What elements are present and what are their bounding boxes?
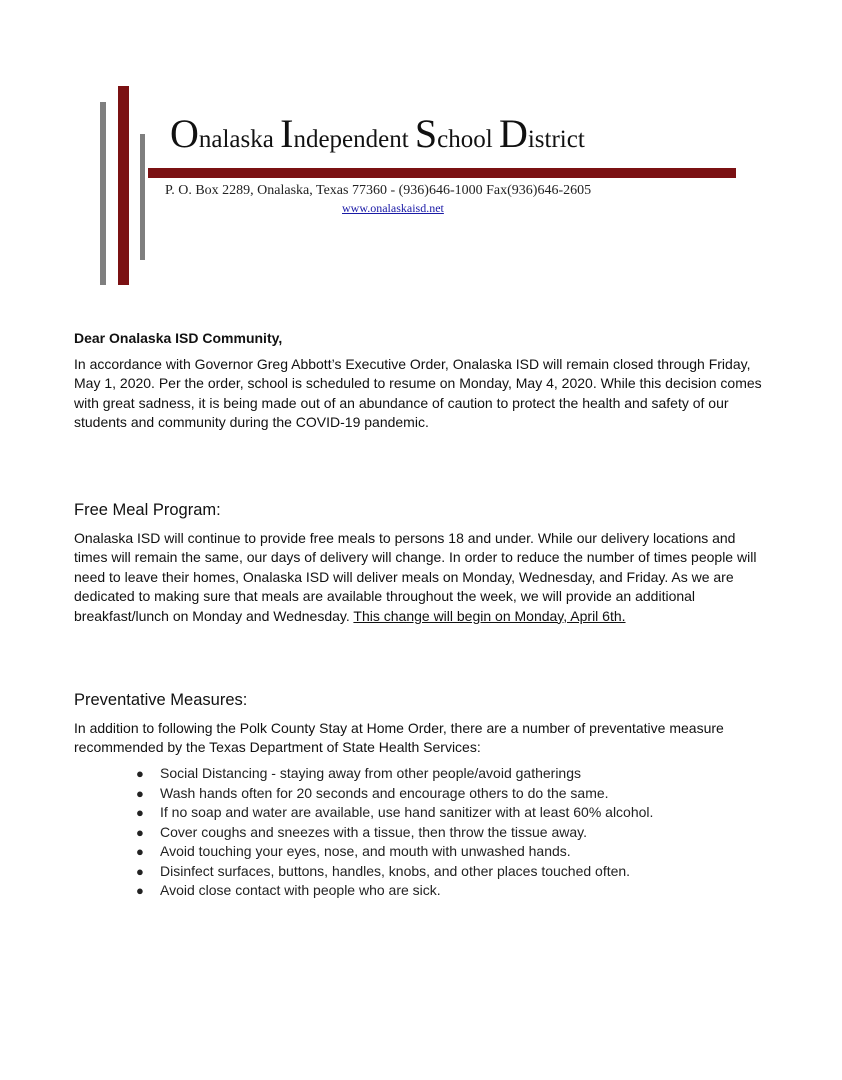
bullet-icon: ●	[136, 844, 144, 859]
meal-program-body: Onalaska ISD will continue to provide free meals to persons 18 and under. While our delivery locations and times will remain the same, our days of delivery will change. In order to reduce the number of times people will need to leave their homes, Onalaska ISD will deliver meals on Monday, Wednesday, and Friday. As we are dedicated to making sure that meals are available throughout the week, we will provide an additional breakfast/lunch on Monday and Wednesday.	[74, 530, 757, 624]
bullet-icon: ●	[136, 805, 144, 820]
letterhead-gray-bar-inner	[140, 134, 145, 260]
meal-program-block	[74, 529, 764, 626]
meal-program-paragraph	[74, 529, 764, 626]
list-item: ● Social Distancing - staying away from other people/avoid gatherings	[136, 764, 653, 784]
preventative-measures-list	[136, 764, 653, 901]
list-item: ● Disinfect surfaces, buttons, handles, knobs, and other places touched often.	[136, 862, 653, 882]
letter-greeting: Dear Onalaska ISD Community,	[74, 330, 283, 346]
meal-program-start-date: This change will begin on Monday, April 6th.	[353, 607, 626, 624]
district-website-link[interactable]: www.onalaskaisd.net	[342, 201, 444, 215]
meal-program-heading: Free Meal Program:	[74, 501, 221, 519]
list-item: ● Cover coughs and sneezes with a tissue, then throw the tissue away.	[136, 823, 653, 843]
bullet-icon: ●	[136, 785, 144, 801]
letter-greeting-block	[74, 329, 764, 348]
list-item: ● Avoid close contact with people who are sick.	[136, 881, 653, 901]
preventative-intro: In addition to following the Polk County Stay at Home Order, there are a number of preventative measure recommended by the Texas Department of State Health Services:	[74, 720, 724, 756]
letterhead-gray-bar-outer	[100, 102, 106, 285]
letterhead-red-bar-horizontal	[148, 168, 736, 178]
letter-intro-block	[74, 355, 764, 433]
letter-intro-paragraph: In accordance with Governor Greg Abbott’s Executive Order, Onalaska ISD will remain closed through Friday, May 1, 2020. Per the order, school is scheduled to resume on Monday, May 4, 2020. While this decision comes with great sadness, it is being made out of an abundance of caution to protect the health and safety of our students and community during the COVID-19 pandemic.	[74, 356, 762, 431]
preventative-heading: Preventative Measures:	[74, 691, 248, 709]
bullet-icon: ●	[136, 883, 144, 898]
district-name: Onalaska Independent School District	[170, 111, 585, 156]
bullet-icon: ●	[136, 824, 144, 840]
preventative-intro-block	[74, 719, 764, 758]
meal-program-heading-block	[74, 499, 764, 521]
district-address: P. O. Box 2289, Onalaska, Texas 77360 - (936)646-1000 Fax(936)646-2605	[165, 183, 592, 198]
list-item: ● If no soap and water are available, use hand sanitizer with at least 60% alcohol.	[136, 803, 653, 823]
list-item: ● Avoid touching your eyes, nose, and mouth with unwashed hands.	[136, 842, 653, 862]
bullet-icon: ●	[136, 766, 144, 781]
letterhead-red-bar-vertical	[118, 86, 129, 285]
preventative-heading-block	[74, 689, 764, 711]
bullet-icon: ●	[136, 863, 144, 879]
list-item: ● Wash hands often for 20 seconds and encourage others to do the same.	[136, 784, 653, 804]
